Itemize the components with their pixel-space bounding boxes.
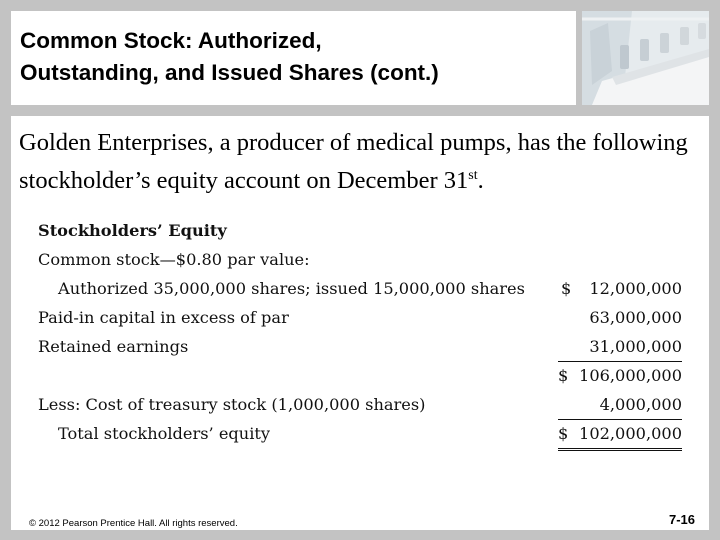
row-label: Retained earnings bbox=[38, 337, 189, 356]
row-label: Less: Cost of treasury stock (1,000,000 shares) bbox=[38, 395, 426, 414]
copyright-notice: © 2012 Pearson Prentice Hall. All rights reserved. bbox=[29, 518, 238, 529]
row-amount bbox=[558, 337, 682, 362]
intro-text: Golden Enterprises, a producer of medical pumps, has the following stockholder’s equity account on December 31 bbox=[19, 129, 688, 194]
slide-title bbox=[20, 25, 439, 89]
row-label: Authorized 35,000,000 shares; issued 15,000,000 shares bbox=[58, 279, 525, 298]
dollar-sign: $ bbox=[558, 366, 569, 385]
conference-room-photo bbox=[582, 11, 709, 105]
intro-paragraph bbox=[19, 124, 699, 200]
statement-row-retained-earnings bbox=[38, 337, 698, 361]
amount-value: 31,000,000 bbox=[589, 337, 682, 356]
amount-value: 63,000,000 bbox=[589, 308, 682, 327]
amount-value: 12,000,000 bbox=[589, 279, 682, 298]
conference-room-illustration bbox=[582, 11, 709, 105]
slide-title-line-2: Outstanding, and Issued Shares (cont.) bbox=[20, 60, 439, 85]
slide-title-box bbox=[11, 11, 576, 105]
row-label: Total stockholders’ equity bbox=[58, 424, 271, 443]
dollar-sign: $ bbox=[561, 279, 572, 298]
amount-value: 106,000,000 bbox=[579, 366, 682, 385]
dollar-sign: $ bbox=[558, 424, 569, 443]
row-amount bbox=[558, 395, 682, 420]
amount-value: 4,000,000 bbox=[599, 395, 682, 414]
amount-value: 102,000,000 bbox=[579, 424, 682, 443]
statement-row-subtotal bbox=[38, 366, 698, 390]
page-number: 7-16 bbox=[668, 512, 695, 527]
row-amount bbox=[558, 366, 682, 390]
statement-heading: Stockholders’ Equity bbox=[38, 221, 227, 240]
content-panel bbox=[11, 116, 709, 530]
row-amount bbox=[558, 424, 682, 451]
row-amount bbox=[558, 279, 682, 303]
statement-row-total bbox=[38, 424, 698, 448]
intro-end: . bbox=[477, 167, 484, 194]
statement-row-paid-in-capital bbox=[38, 308, 698, 332]
intro-superscript: st bbox=[468, 168, 478, 183]
statement-row-common-stock bbox=[38, 250, 698, 274]
statement-row-authorized bbox=[38, 279, 698, 303]
statement-row-treasury-stock bbox=[38, 395, 698, 419]
slide-title-line-1: Common Stock: Authorized, bbox=[20, 28, 322, 53]
row-label: Paid-in capital in excess of par bbox=[38, 308, 289, 327]
row-label: Common stock—$0.80 par value: bbox=[38, 250, 310, 269]
row-amount bbox=[558, 308, 682, 332]
